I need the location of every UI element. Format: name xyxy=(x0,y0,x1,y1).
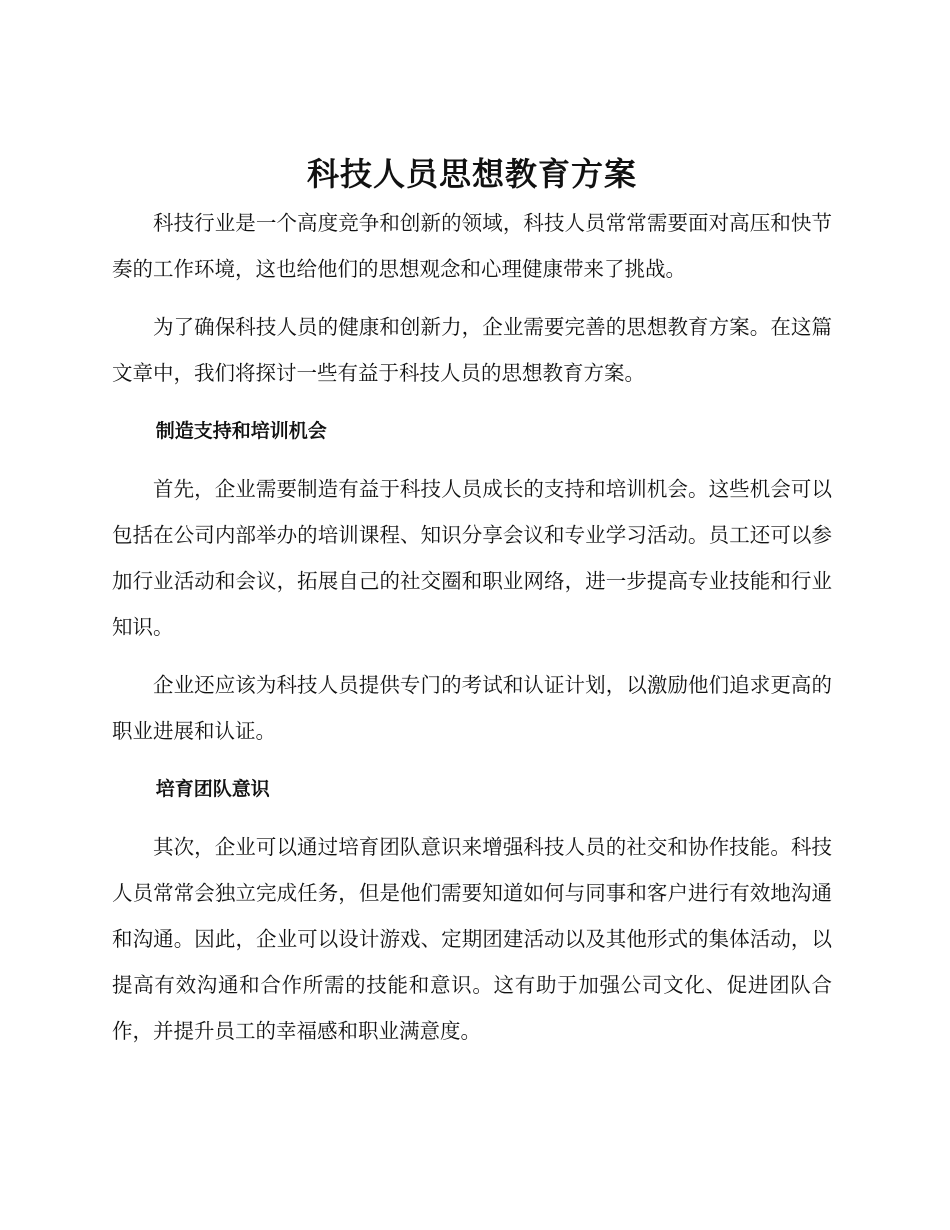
document-title: 科技人员思想教育方案 xyxy=(306,155,637,193)
section-1-paragraph-2: 企业还应该为科技人员提供专门的考试和认证计划，以激励他们追求更高的职业进展和认证。 xyxy=(112,673,832,743)
section-heading-support-training: 制造支持和培训机会 xyxy=(155,420,327,442)
section-2-paragraph-1: 其次，企业可以通过培育团队意识来增强科技人员的社交和协作技能。科技人员常常会独立完成任务，但是他们需要知道如何与同事和客户进行有效地沟通和沟通。因此，企业可以设计游戏、定期团建活动以及其他形式的集体活动，以提高有效沟通和合作所需的技能和意识。这有助于加强公司文化、促进团队合作，并提升员工的幸福感和职业满意度。 xyxy=(112,835,832,1043)
intro-paragraph-2: 为了确保科技人员的健康和创新力，企业需要完善的思想教育方案。在这篇文章中，我们将探讨一些有益于科技人员的思想教育方案。 xyxy=(112,315,832,385)
section-heading-team-awareness: 培育团队意识 xyxy=(155,778,270,800)
section-1-paragraph-1: 首先，企业需要制造有益于科技人员成长的支持和培训机会。这些机会可以包括在公司内部举办的培训课程、知识分享会议和专业学习活动。员工还可以参加行业活动和会议，拓展自己的社交圈和职业网络，进一步提高专业技能和行业知识。 xyxy=(112,477,832,639)
document-body xyxy=(112,148,832,1066)
intro-paragraph-1: 科技行业是一个高度竞争和创新的领域，科技人员常常需要面对高压和快节奏的工作环境，这也给他们的思想观念和心理健康带来了挑战。 xyxy=(112,211,832,281)
